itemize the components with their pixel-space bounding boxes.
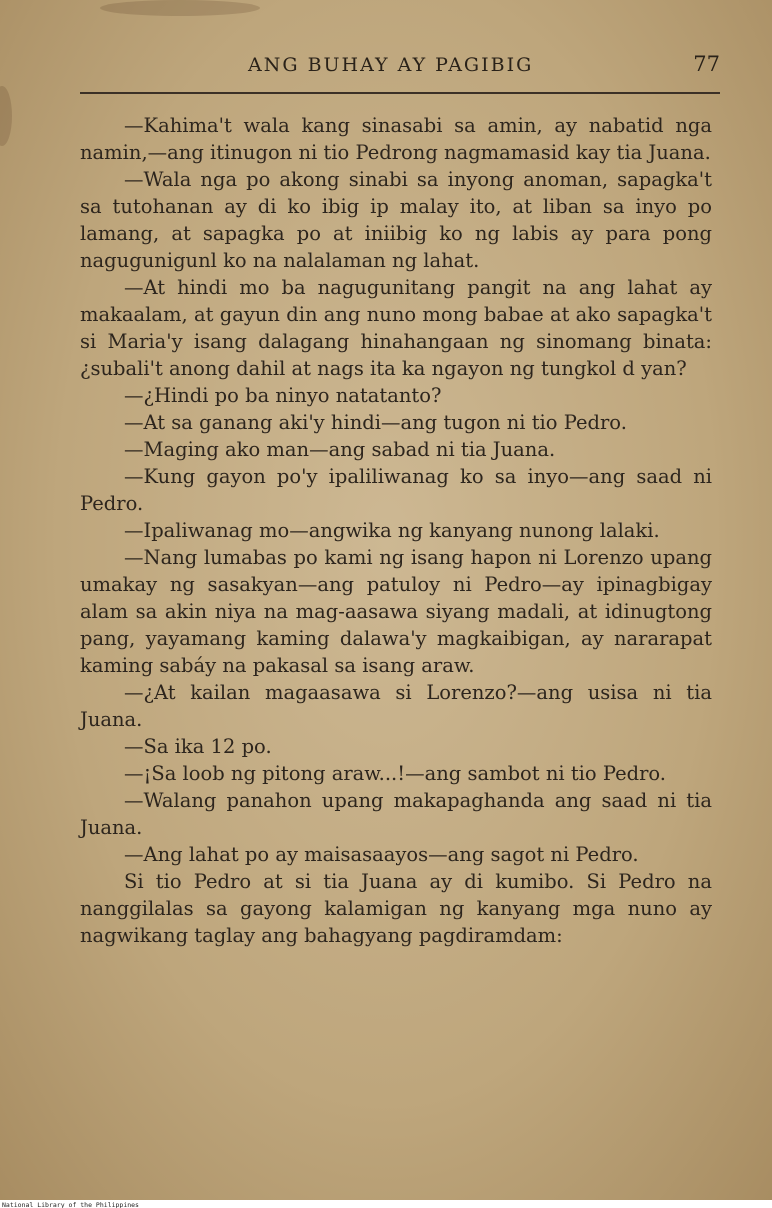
paragraph: —Ang lahat po ay maisasaayos—ang sagot ni Pedro. <box>124 843 639 866</box>
paragraph: Si tio Pedro at si tia Juana ay di kumibo. Si Pedro na nanggilalas sa gayong kalamigan ng kanyang mga nuno ay nagwikang taglay ang bahagyang pagdiramdam: <box>80 870 712 947</box>
page-header <box>80 50 720 84</box>
paragraph: —¡Sa loob ng pitong araw...!—ang sambot ni tio Pedro. <box>124 762 667 785</box>
paragraph: —Sa ika 12 po. <box>124 735 272 758</box>
paragraph: —Nang lumabas po kami ng isang hapon ni Lorenzo upang umakay ng sasakyan—ang patuloy ni Pedro—ay ipinagbigay alam sa akin niya na mag-aasawa siyang madali, at idinugtong pang, yayamang kaming dalawa'y magkaibigan, ay nararapat kaming sabáy na pakasal sa isang araw. <box>80 546 712 677</box>
body-text <box>80 112 712 949</box>
paragraph: —¿At kailan magaasawa si Lorenzo?—ang usisa ni tia Juana. <box>80 681 712 731</box>
paragraph: —Wala nga po akong sinabi sa inyong anoman, sapagka't sa tutohanan ay di ko ibig ip malay ito, at liban sa inyo po lamang, at sapagka po at iniibig ko ng labis ay para pong nagugunigunl ko na nalalaman ng lahat. <box>80 168 712 272</box>
page-edge-mark <box>0 86 12 146</box>
library-credit: National Library of the Philippines <box>2 1201 139 1208</box>
paragraph: —Maging ako man—ang sabad ni tia Juana. <box>124 438 556 461</box>
paragraph: —Kung gayon po'y ipaliliwanag ko sa inyo—ang saad ni Pedro. <box>80 465 712 515</box>
paragraph: —At sa ganang aki'y hindi—ang tugon ni tio Pedro. <box>124 411 627 434</box>
paragraph: —Ipaliwanag mo—angwika ng kanyang nunong lalaki. <box>124 519 660 542</box>
paragraph: —Kahima't wala kang sinasabi sa amin, ay nabatid nga namin,—ang itinugon ni tio Pedrong nagmamasid kay tia Juana. <box>80 114 712 164</box>
ink-smudge <box>100 0 260 16</box>
paragraph: —At hindi mo ba nagugunitang pangit na ang lahat ay makaalam, at gayun din ang nuno mong babae at ako sapagka't si Maria'y isang dalagang hinahangaan ng sinomang binata: ¿subali't anong dahil at nags ita ka ngayon ng tungkol d yan? <box>80 276 712 380</box>
paragraph: —¿Hindi po ba ninyo natatanto? <box>124 384 442 407</box>
running-title: ANG BUHAY AY PAGIBIG <box>248 54 534 76</box>
page-number: 77 <box>693 52 720 76</box>
paragraph: —Walang panahon upang makapaghanda ang saad ni tia Juana. <box>80 789 712 839</box>
header-rule <box>80 92 720 94</box>
